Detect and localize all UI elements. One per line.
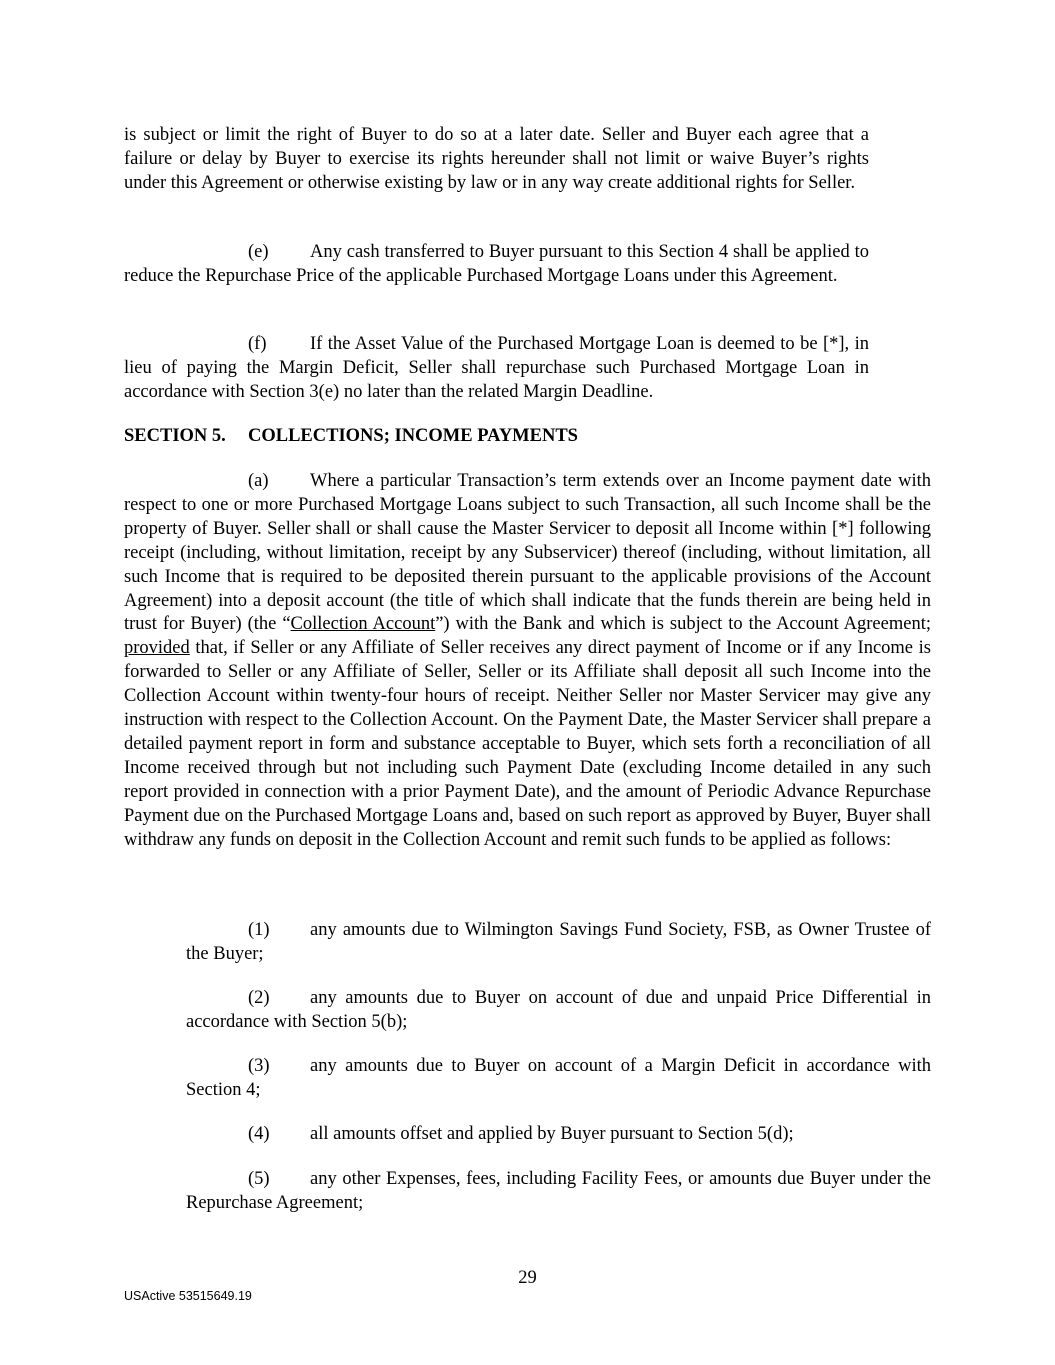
list-item-text: any amounts due to Buyer on account of due and unpaid Price Differential in accordance with Section 5(b);	[186, 988, 931, 1032]
continuation-paragraph	[124, 124, 869, 196]
page-number: 29	[518, 1268, 537, 1288]
section-heading	[124, 425, 578, 449]
continuation-text: is subject or limit the right of Buyer to do so at a later date. Seller and Buyer each agree that a failure or delay by Buyer to exercise its rights hereunder shall not limit or waive Buyer’s rights under this Agreement or otherwise existing by law or in any way create additional rights for Seller.	[124, 125, 869, 193]
list-item-label: (1)	[248, 920, 270, 940]
list-item-text: all amounts offset and applied by Buyer pursuant to Section 5(d);	[310, 1124, 794, 1144]
list-item-text: any other Expenses, fees, including Facility Fees, or amounts due Buyer under the Repurchase Agreement;	[186, 1169, 931, 1213]
list-item	[186, 987, 931, 1035]
provided-term: provided	[124, 638, 190, 659]
paragraph-a-text-3: that, if Seller or any Affiliate of Seller receives any direct payment of Income or if any Income is forwarded to Seller or any Affiliate of Seller, Seller or its Affiliate shall deposit all such Income into the Collection Account within twenty-four hours of receipt. Neither Seller nor Master Servicer may give any instruction with respect to the Collection Account. On the Payment Date, the Master Servicer shall prepare a detailed payment report in form and substance acceptable to Buyer, which sets forth a reconciliation of all Income received through but not including such Payment Date (excluding Income detailed in any such report provided in connection with a prior Payment Date), and the amount of Periodic Advance Repurchase Payment due on the Purchased Mortgage Loans and, based on such report as approved by Buyer, Buyer shall withdraw any funds on deposit in the Collection Account and remit such funds to be applied as follows:	[124, 638, 931, 850]
list-item	[186, 1055, 931, 1103]
collection-account-term: Collection Account	[290, 614, 436, 635]
paragraph-e-text: Any cash transferred to Buyer pursuant to this Section 4 shall be applied to reduce the Repurchase Price of the applicable Purchased Mortgage Loans under this Agreement.	[124, 242, 869, 286]
document-id: USActive 53515649.19	[124, 1289, 252, 1303]
list-item	[186, 1168, 931, 1216]
list-item	[186, 919, 931, 967]
section-number: SECTION 5.	[124, 426, 226, 446]
paragraph-f-text: If the Asset Value of the Purchased Mortgage Loan is deemed to be [*], in lieu of paying the Margin Deficit, Seller shall repurchase such Purchased Mortgage Loan in accordance with Section 3(e) no later than the related Margin Deadline.	[124, 334, 869, 402]
paragraph-e	[124, 241, 869, 289]
list-item-label: (3)	[248, 1056, 270, 1076]
paragraph-a-text-1: Where a particular Transaction’s term extends over an Income payment date with respect to one or more Purchased Mortgage Loans subject to such Transaction, all such Income shall be the property of Buyer. Seller shall or shall cause the Master Servicer to deposit all Income within [*] following receipt (including, without limitation, receipt by any Subservicer) thereof (including, without limitation, all such Income that is required to be deposited therein pursuant to the applicable provisions of the Account Agreement) into a deposit account (the title of which shall indicate that the funds therein are being held in trust for Buyer) (the “	[124, 471, 931, 635]
paragraph-e-label: (e)	[248, 242, 269, 262]
list-item-label: (5)	[248, 1169, 270, 1189]
paragraph-a	[124, 470, 931, 853]
list-item-text: any amounts due to Buyer on account of a Margin Deficit in accordance with Section 4;	[186, 1056, 931, 1100]
list-item-label: (2)	[248, 988, 270, 1008]
list-item-label: (4)	[248, 1124, 270, 1144]
section-title: COLLECTIONS; INCOME PAYMENTS	[248, 426, 578, 446]
paragraph-f	[124, 333, 869, 405]
list-item	[186, 1123, 931, 1147]
paragraph-f-label: (f)	[248, 334, 267, 354]
paragraph-a-label: (a)	[248, 471, 269, 491]
list-item-text: any amounts due to Wilmington Savings Fund Society, FSB, as Owner Trustee of the Buyer;	[186, 920, 931, 964]
paragraph-a-text-2: ”) with the Bank and which is subject to the Account Agreement;	[435, 614, 931, 635]
